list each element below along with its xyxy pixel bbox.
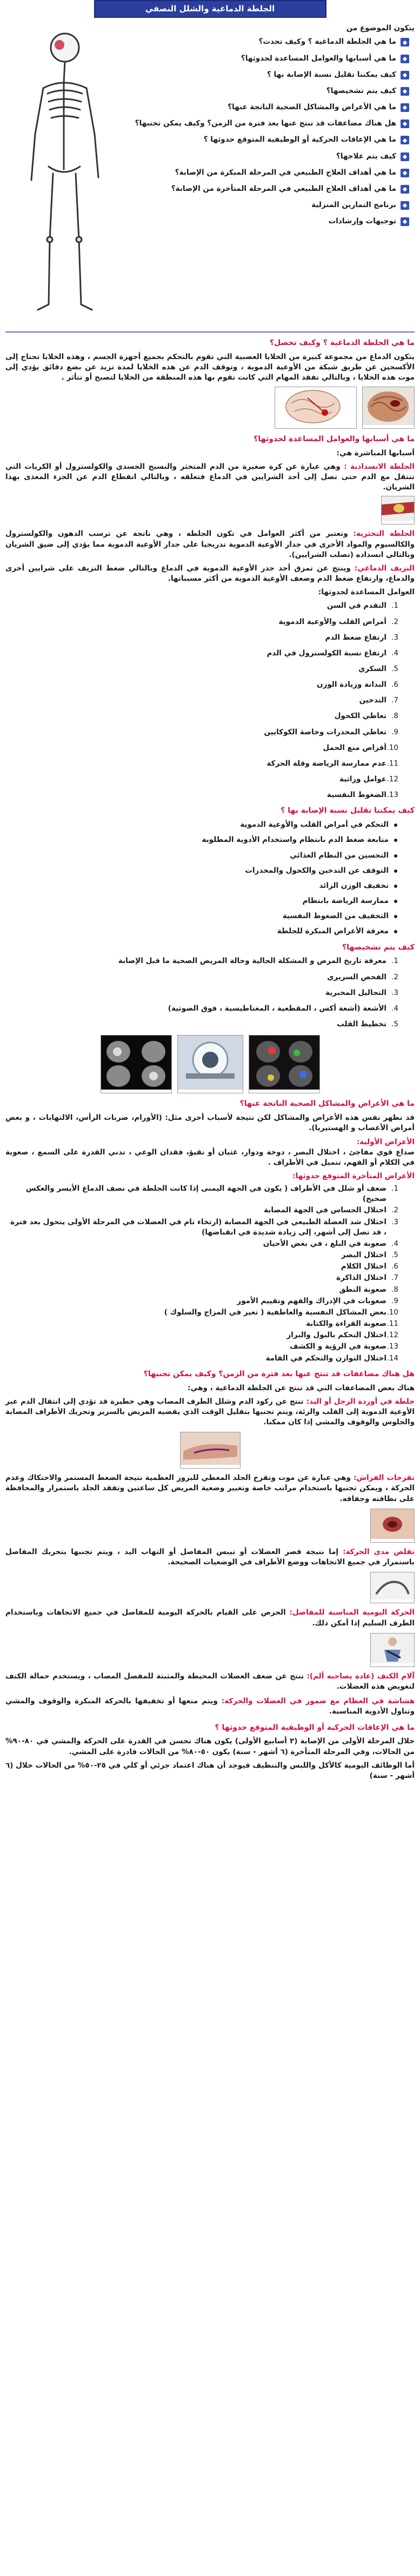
section-divider [5,331,415,333]
bullet-icon: ◆ [401,169,409,177]
list-item: متابعة ضغط الدم بانتظام واستخدام الأدوية المطلوبة [5,835,398,845]
list-item: اختلال التحكم بالبول والبراز [286,1331,386,1340]
list-item: اختلال الحساس في الجهة المصابة [264,1206,386,1215]
list-item: صعوبة النطق [339,1285,386,1294]
bullet-icon: ◆ [401,103,409,112]
list-item: التحاليل المخبرية [325,988,386,997]
section-heading: ما هي أسبابها والعوامل المساعدة لحدوثها؟ [254,434,415,443]
list-item: تعاطي المخدرات وخاصة الكوكايين [264,727,386,736]
toc-item[interactable]: ◆ ما هي أسبابها والعوامل المساعدة لحدوثها؟ [114,54,409,64]
complication-item: آلام الكتف (عادة يصاحبه ألم): تنتج عن ضعف العضلات المحيطة والمثبتة للمفصل المصاب ، ويستخدم حمالة الكتف لتعويض هذه العضلات. [5,1671,415,1691]
list-item: ضعف أو شلل في الأطراف ( يكون في الجهة اليمنى إذا كانت الجلطة في نصف الدماغ الأيسر والعكس صحيح) [26,1184,386,1204]
list-item: البدانة وزيادة الوزن [317,680,386,689]
mri-photo [101,1035,172,1093]
complication-label: تقلص مدى الحركة: [343,1547,415,1556]
list-item: صعوبة في البلع ، في بعض الأحيان [263,1239,386,1248]
list-item: عوامل وراثية [339,775,386,784]
list-item: التدخين [359,696,386,705]
paragraph: يتكون الدماغ من مجموعة كبيرة من الخلايا العصبية التي تقوم بالتحكم بجميع أجهزة الجسم ، وهذه الخلايا تحتاج إلى الأكسجين عن طريق شبكة من الأوعية الدموية ، وتوقف الدم عن هذه الخلايا لمدة تزيد عن بضع دقائق يؤدي إلى موت هذه الخلايا ، وبالتالي تفقد المهام التي كانت تقوم بها هذه المنطقة من الخلايا لتصبح أو تتأثر . [5,353,415,382]
list-item: تخطيط القلب [337,1020,386,1029]
complication-item: هشاشة في العظام مع ضمور في العضلات والحركة: ويتم منعها أو تخفيفها بالحركة المبكرة والوقوف والمشي وتناول الأدوية المناسبة. [5,1697,415,1716]
complication-item: تقرحات الفراش: وهي عبارة عن موت وتقرح الجلد المغطي للبروز العظمية نتيجة الضغط المستمر والاحتكاك وعدم الحركة ، ويمكن تجنبها باستخدام مراتب خاصة وتغيير وضعية المريض كل ساعتين وتفقد الجلد باستمرار والمحافظة على نظافته وجفافه. [5,1473,415,1503]
list-item: الضغوط النفسية [326,791,386,800]
complication-item: جلطة في أوردة الرجل أو اليد: تنتج عن ركود الدم وشلل الطرف المصاب وهي خطيرة قد تؤدي إلى انتقال الدم عبر الأوعية الدموية إلى القلب والرئة، ويتم تجنبها بتقليل الوقت الذي يقضيه المريض بالسرير وتحريك الأطراف المصابة والجلوس والوقوف والمشي إذا كان ممكنا. [5,1397,415,1427]
image-row [5,387,415,429]
list-item: اختلال التوازن والتحكم في القامة [265,1353,386,1363]
diagnosis-list [5,956,398,1030]
brain-illustration [275,387,357,429]
list-item: اختلال البصر [341,1251,386,1260]
artery-illustration [381,496,415,525]
list-item: معرفة تاريخ المرض و المشكلة الحالية وحالة المريض الصحية ما قبل الإصابة [118,957,386,966]
list-item: معرفة الأعراض المبكرة للجلطة [5,926,398,937]
paragraph: النزيف الدماغي: وينتج عن تمزق أحد جدر الأوعية الدموية في الدماغ وبالتالي ضغط النزيف على شرايين أخرى والدماغ، وارتفاع ضغط الدم وضعف الأوعية الدموية من أكثر مسبباتها. [5,563,415,583]
list-item: تخفيف الوزن الزائد [5,881,398,891]
list-item: بعض المشاكل النفسية والعاطفية ( تغير في المزاج والسلوك ) [164,1307,386,1317]
list-item: تعاطي الكحول [334,712,386,721]
list-item: ارتفاع ضغط الدم [325,633,386,642]
list-item: التوقف عن التدخين والكحول والمخدرات [5,866,398,876]
subheading: الأعراض المتأخرة المتوقع حدوثها: [292,1172,415,1181]
paragraph: الجلطة الانسدادية : وهي عبارة عن كرة صغيرة من الدم المتخثر والنسيج الجسدي والكولسترول أو الكريات التي تنتقل مع الدم حتى تصل إلى أحد الشرايين في الدماغ فتغلقه ، وبالتالي انقطاع الدم عن الجزء المغذى بهذا الشريان. [5,462,415,492]
image-row [5,1509,415,1543]
toc-item[interactable]: ◆ برنامج التمارين المنزلية [114,200,409,210]
ct-scanner-photo [177,1035,243,1093]
list-item: الفحص السريري [327,972,386,981]
paragraph: الجلطة التخثرية: وتعتبر من أكثر العوامل في تكون الجلطة ، وهي ناتجة عن ترسب الدهون والكولسترول والكالسيوم والمواد الأخرى في جدار الأوعية الدموية تدريجيا على جدار الأوعية الدموية مما يؤدي إلى ضيق الشريان وبالتالي انسداده (تصلب الشرايين). [5,529,415,559]
list-item: صعوبة القراءة والكتابة [306,1319,386,1329]
list-item: التقدم في السن [326,601,386,610]
direct-causes-title: أسبابها المباشرة هي: [336,448,415,457]
bullet-icon: ◆ [401,185,409,194]
page-title: الجلطة الدماغية والشلل النصفي [94,0,326,18]
list-item: الأشعة (أشعة أكس ، المقطعية ، المغناطيسية ، فوق الصوتية) [168,1004,386,1013]
list-item: اختلال شد العضلة الطبيعي في الجهة المصابة (ارتخاء تام في العضلات في المرحلة الأولى يتحول بعد فترة ، قد تصل إلى أشهر، إلى زيادة شديدة في انقباضها) [10,1217,386,1237]
bullet-icon: ◆ [401,136,409,144]
section-heading: كيف يتم تشخيصها؟ [342,942,415,952]
toc-item[interactable]: ◆ ما هي الإعاقات الحركية أو الوظيفية المتوقع حدوثها ؟ [114,135,409,145]
toc-section [5,23,415,326]
toc-item[interactable]: ◆ توجيهات وإرشادات [114,216,409,227]
list-item: عدم ممارسة الرياضة وقلة الحركة [266,759,386,768]
list-item: صعوبات في الإدراك والفهم وتقييم الأمور [237,1296,386,1305]
list-item: أمراض القلب والأوعية الدموية [278,617,386,626]
image-row [5,1572,415,1603]
bullet-icon: ◆ [401,71,409,79]
paragraph: خلال المرحلة الأولى من الإصابة (٣ أسابيع الأولى) يكون هناك تحسن في القدرة على الحركة والمشي في ٨٠-٩٠% من الحالات، وفي المرحلة المتأخرة (٦ أشهر - سنة) يكون ٥٠-٨٠% من الحالات قادرة على المشي. [5,1737,415,1756]
toc-item[interactable]: ◆ كيف يمكننا تقليل نسبة الإصابة بها ؟ [114,70,409,80]
toc-item[interactable]: ◆ هل هناك مضاعفات قد تنتج عنها بعد فترة من الزمن؟ وكيف يمكن تجنبها؟ [114,118,409,129]
brain-scan-photo [249,1035,320,1093]
toc-item[interactable]: ◆ ما هي الجلطة الدماغية ؟ وكيف تحدث؟ [114,37,409,47]
list-item: ارتفاع نسبة الكولسترول في الدم [266,648,386,658]
brain-photo [362,387,415,429]
complication-item: تقلص مدى الحركة: إما نتيجة قصر العضلات أو تيبس المفاصل أو التهاب اليد ، ويتم تجنبها بتحريك المفاصل باستمرار في جميع الاتجاهات ووضع الأطراف في الوضعيات الصحيحة. [5,1547,415,1567]
complication-label: هشاشة في العظام مع ضمور في العضلات والحركة: [221,1697,415,1706]
section-heading: كيف يمكننا تقليل نسبة الإصابة بها ؟ [281,806,415,815]
section-heading: ما هي الأعراض والمشاكل الصحية الناتجة عنها؟ [239,1099,415,1108]
skeleton-figure [5,23,108,326]
paragraph: صداع قوي مفاجئ ، اختلال البصر ، دوخة ودوار، غثيان أو تقيؤ، فقدان الوعي ، تدني القدرة على السمع ، صعوبة في الكلام أو الفهم، تنميل في الأطراف . [5,1147,415,1167]
list-item: ممارسة الرياضة بانتظام [5,896,398,906]
list-item: أقراص منع الحمل [323,743,386,752]
bullet-icon: ◆ [401,55,409,63]
image-row [5,496,415,525]
complication-label: تقرحات الفراش: [353,1473,415,1483]
bedsore-photo [370,1509,415,1543]
toc-list [114,23,415,233]
bullet-icon: ◆ [401,38,409,47]
section-heading: هل هناك مضاعفات قد تنتج عنها بعد فترة من الزمن؟ وكيف يمكن تجنبها؟ [143,1369,415,1378]
section-heading: ما هي الإعاقات الحركية أو الوظيفية المتوقع حدوثها ؟ [215,1723,415,1732]
list-item: التخفيف من الضغوط النفسية [5,911,398,921]
leg-clot-photo [180,1432,241,1469]
joint-contracture-photo [370,1572,415,1603]
complication-label: آلام الكتف (عادة يصاحبه ألم): [306,1671,415,1681]
subheading: الأعراض الأولية: [356,1137,415,1146]
paragraph: هناك بعض المضاعفات التي قد تنتج عن الجلطة الدماغية ، وهي: [188,1383,415,1392]
toc-intro: يتكون الموضوع من [346,24,415,33]
bullet-icon: ◆ [401,217,409,226]
toc-item[interactable]: ◆ ما هي الأعراض والمشاكل الصحية الناتجة عنها؟ [114,102,409,112]
bullet-icon: ◆ [401,87,409,96]
cause-label: النزيف الدماغي: [354,563,415,573]
complication-item: الحركة اليومية المناسبة للمفاصل: الحرص على القيام بالحركة اليومية للمفاصل في جميع الاتجاهات وباستخدام الطرف السليم إذا أمكن ذلك. [5,1608,415,1628]
factors-title: العوامل المساعدة لحدوثها: [318,588,415,597]
complication-label: جلطة في أوردة الرجل أو اليد: [306,1397,415,1406]
paragraph: أما الوظائف اليومية كالأكل واللبس والتنظيف فيوجد أن هناك اعتماد جزئي أو كلي في ٢٥-٥٠% من الحالات خلال (٦ أشهر - سنة) [5,1761,415,1780]
bullet-icon: ◆ [401,119,409,128]
list-item: صعوبة في الرؤية و الكشف [289,1342,386,1351]
list-item: السكري [358,665,386,674]
toc-item[interactable]: ◆ كيف يتم علاجها؟ [114,151,409,162]
list-item: اختلال الذاكرة [336,1273,386,1283]
cause-label: الجلطة التخثرية: [353,529,415,539]
image-row [5,1432,415,1469]
shoulder-sling-photo [370,1633,415,1667]
bullet-icon: ◆ [401,201,409,210]
factors-list [5,601,398,800]
prevention-list [5,820,398,937]
paragraph: قد تظهر نفس هذه الأعراض والمشاكل لكن نتيجة لأسباب أخرى مثل: (الأورام، ضربات الرأس، الالتهابات ، و بعض أمراض الأعصاب و الهستيريا). [5,1113,415,1133]
cause-label: الجلطة الانسدادية : [344,462,415,471]
symptoms-list [5,1184,398,1364]
skeleton-illustration-icon [5,23,108,326]
toc-item[interactable]: ◆ ما هي أهداف العلاج الطبيعي في المرحلة المبكرة من الإصابة؟ [114,168,409,178]
section-heading: ما هي الجلطة الدماغية ؟ وكيف تحصل؟ [270,338,415,348]
list-item: اختلال الكلام [341,1262,386,1271]
image-row [5,1035,415,1093]
complication-label: الحركة اليومية المناسبة للمفاصل: [289,1608,415,1617]
list-item: التحكم في أمراض القلب والأوعية الدموية [5,820,398,830]
toc-item[interactable]: ◆ كيف يتم تشخيصها؟ [114,86,409,96]
bullet-icon: ◆ [401,152,409,161]
image-row [5,1633,415,1667]
list-item: التحسين من النظام الغذائي [5,851,398,861]
toc-item[interactable]: ◆ ما هي أهداف العلاج الطبيعي في المرحلة المتأخرة من الإصابة؟ [114,184,409,194]
